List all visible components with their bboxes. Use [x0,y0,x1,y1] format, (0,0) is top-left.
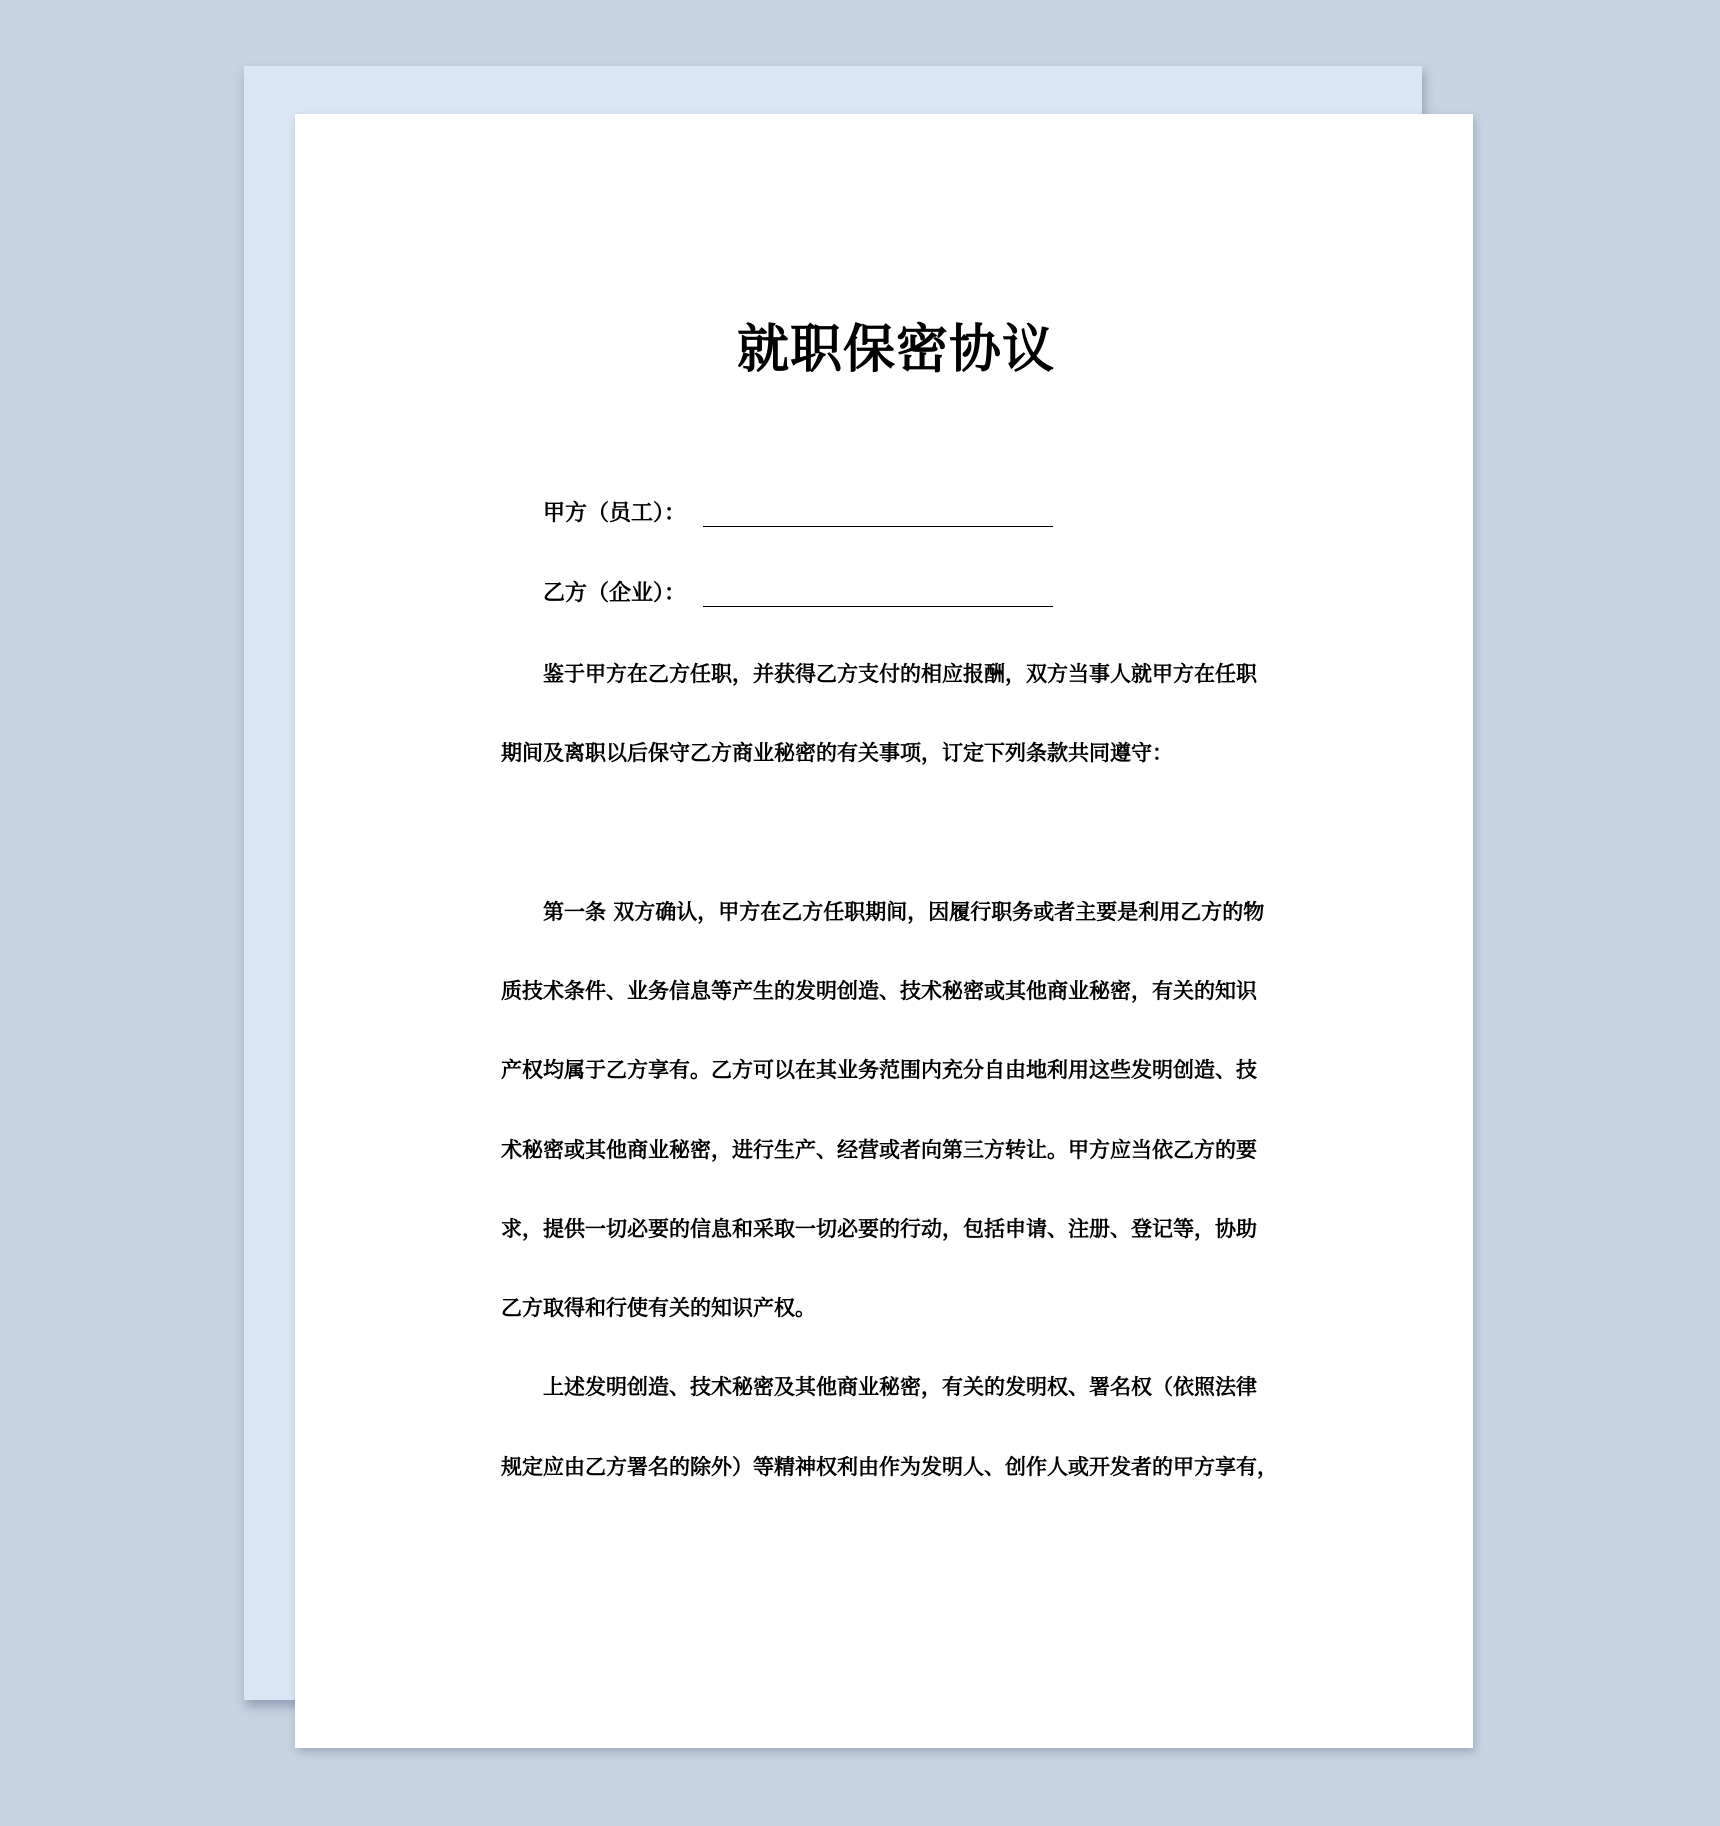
party-b-fill-line[interactable] [703,606,1053,607]
party-a-fill-line[interactable] [703,526,1053,527]
document-title: 就职保密协议 [736,320,1055,380]
text-line-5: 产权均属于乙方享有。乙方可以在其业务范围内充分自由地利用这些发明创造、技 [501,1058,1257,1082]
text-line-1: 鉴于甲方在乙方任职，并获得乙方支付的相应报酬，双方当事人就甲方在任职 [543,662,1257,686]
text-line-9: 上述发明创造、技术秘密及其他商业秘密，有关的发明权、署名权（依照法律 [543,1375,1257,1399]
party-a-label: 甲方（员工）： [543,501,687,526]
text-line-10: 规定应由乙方署名的除外）等精神权利由作为发明人、创作人或开发者的甲方享有， [501,1455,1278,1479]
document-page [295,114,1473,1748]
text-line-3: 第一条 双方确认，甲方在乙方任职期间，因履行职务或者主要是利用乙方的物 [543,900,1265,924]
text-line-7: 求，提供一切必要的信息和采取一切必要的行动，包括申请、注册、登记等，协助 [501,1217,1257,1241]
text-line-6: 术秘密或其他商业秘密，进行生产、经营或者向第三方转让。甲方应当依乙方的要 [501,1138,1257,1162]
text-line-4: 质技术条件、业务信息等产生的发明创造、技术秘密或其他商业秘密，有关的知识 [501,979,1257,1003]
party-a-row [543,499,686,529]
text-line-2: 期间及离职以后保守乙方商业秘密的有关事项，订定下列条款共同遵守： [501,741,1173,765]
party-b-row [543,579,686,609]
text-line-8: 乙方取得和行使有关的知识产权。 [501,1296,816,1320]
party-b-label: 乙方（企业）： [543,581,687,606]
